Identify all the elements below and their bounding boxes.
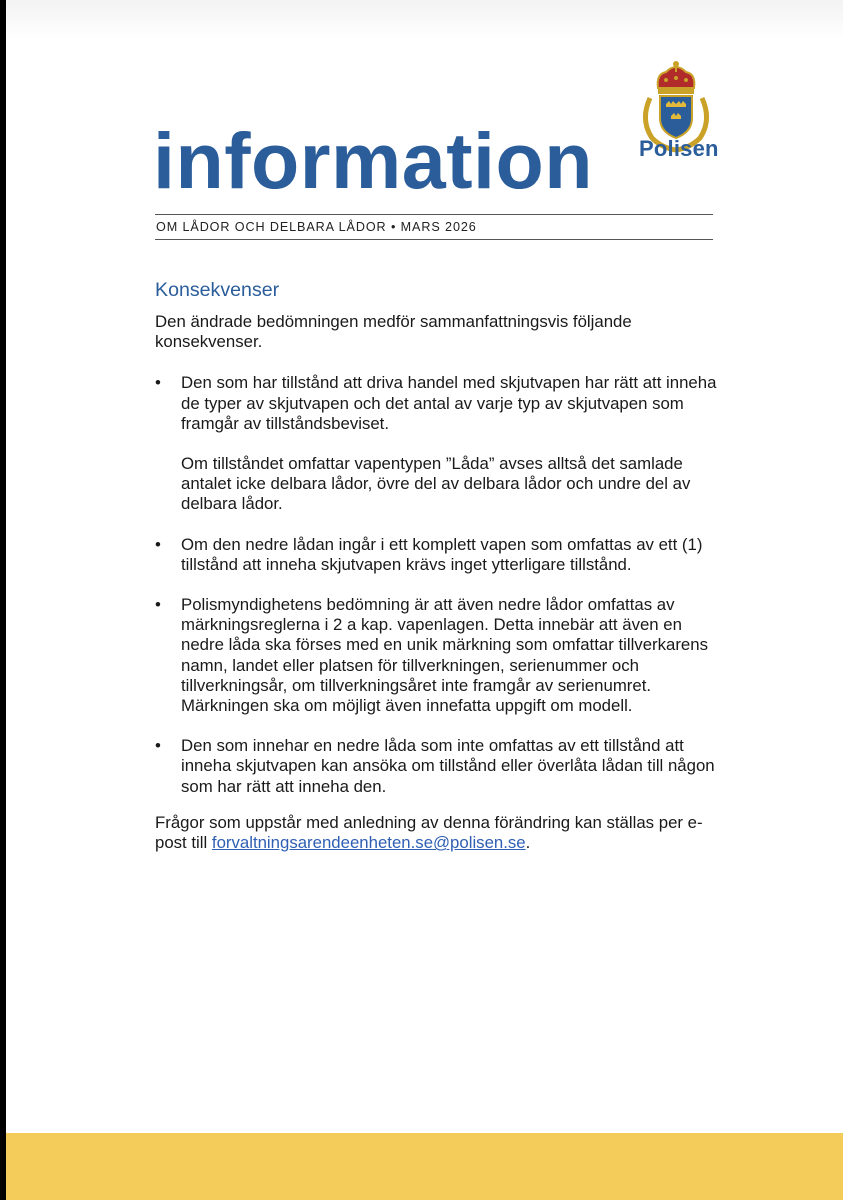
footer-band <box>6 1133 843 1200</box>
list-item-text: Den som har tillstånd att driva handel med skjutvapen har rätt att inneha de typer av skjutvapen och det antal av varje typ av skjutvapen som framgår av tillståndsbeviset. <box>181 373 717 433</box>
list-item-text: Om den nedre lådan ingår i ett komplett vapen som omfattas av ett (1) tillstånd att inneha skjutvapen krävs inget ytterligare tillstånd. <box>181 534 703 574</box>
bullet-icon: • <box>155 736 161 756</box>
list-item-subparagraph: Om tillståndet omfattar vapentypen ”Låda” avses alltså det samlade antalet icke delbara lådor, övre del av delbara lådor och undre del av delbara lådor. <box>181 454 691 514</box>
list-item-text: Polismyndighetens bedömning är att även nedre lådor omfattas av märkningsreglerna i 2 a kap. vapenlagen. Detta innebär att även en nedre låda ska förses med en unik märkning som omfattar tillverkarens namn, landet eller platsen för tillverkningen, serienummer och tillverkningsår, om tillverkningsåret inte framgår av serienumret. Märkningen ska om möjligt även innefatta uppgift om modell. <box>181 595 708 716</box>
header-rule-bottom <box>155 239 713 240</box>
bullet-icon: • <box>155 373 161 393</box>
closing-paragraph <box>155 813 725 853</box>
section-heading: Konsekvenser <box>155 279 280 301</box>
list-item-text: Den som innehar en nedre låda som inte omfattas av ett tillstånd att inneha skjutvapen kan ansöka om tillstånd eller överlåta lådan till någon som har rätt att inneha den. <box>181 736 715 796</box>
header-rule-top <box>155 214 713 215</box>
bullet-icon: • <box>155 595 161 615</box>
page-top-shade <box>6 0 843 40</box>
list-item <box>155 736 725 797</box>
email-link[interactable]: forvaltningsarendeenheten.se@polisen.se <box>211 833 526 853</box>
closing-text: Frågor som uppstår med anledning av denna förändring kan ställas per e-post till <box>155 812 703 853</box>
polisen-logo-text: Polisen <box>639 136 719 161</box>
intro-paragraph: Den ändrade bedömningen medför sammanfattningsvis följande konsekvenser. <box>155 312 632 352</box>
bullet-icon: • <box>155 534 161 554</box>
list-item <box>155 535 725 575</box>
document-subtitle: OM LÅDOR OCH DELBARA LÅDOR • MARS 2026 <box>156 220 477 234</box>
list-item <box>155 595 725 716</box>
document-body <box>155 278 725 853</box>
masthead-title: information <box>153 116 593 205</box>
document-page <box>6 0 843 1200</box>
list-item <box>155 373 725 514</box>
closing-period: . <box>525 833 531 853</box>
